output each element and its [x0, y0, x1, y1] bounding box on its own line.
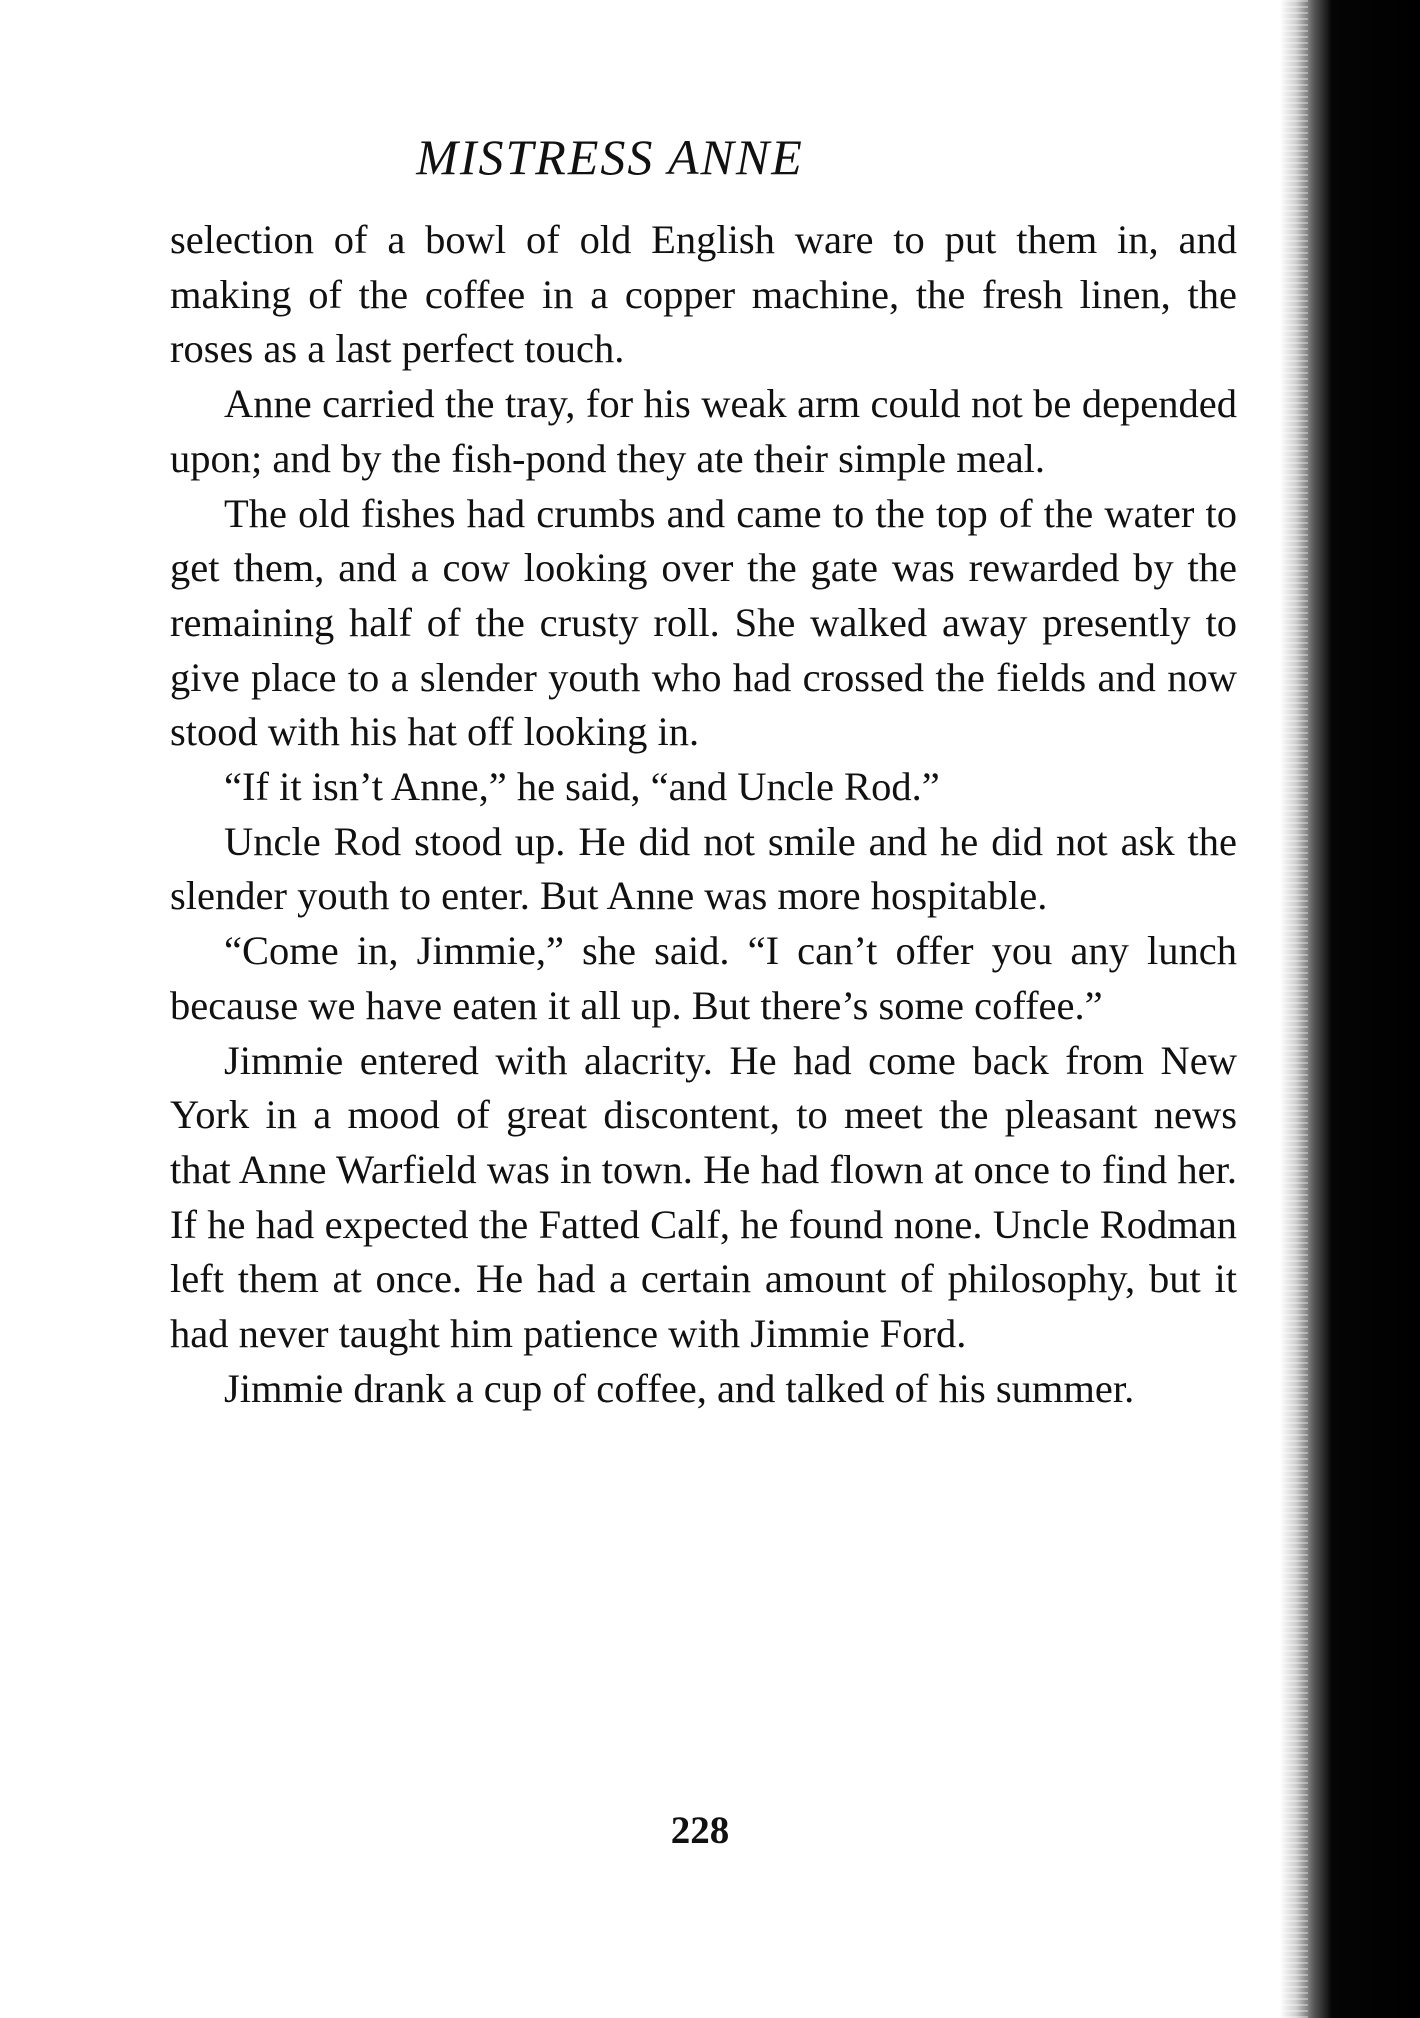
paragraph: Jimmie drank a cup of coffee, and talked of his summer.: [224, 1365, 1135, 1411]
paragraph-continued: selection of a bowl of old English ware to put them in, and making of the coffee in a copper machine, the fresh linen, the roses as a last perfect touch.: [170, 217, 1237, 372]
paragraph: “Come in, Jimmie,” she said. “I can’t offer you any lunch because we have eaten it all up. But there’s some coffee.”: [170, 928, 1237, 1028]
page-number: 228: [670, 1809, 730, 1852]
paragraph: “If it isn’t Anne,” he said, “and Uncle Rod.”: [224, 764, 940, 810]
paragraph: Uncle Rod stood up. He did not smile and he did not ask the slender youth to enter. But Anne was more hospitable.: [170, 818, 1237, 919]
paragraph: Jimmie entered with alacrity. He had come back from New York in a mood of great discontent, to meet the pleasant news that Anne Warfield was in town. He had flown at once to find her. If he had expected the Fatted Calf, he found none. Uncle Rodman left them at once. He had a certain amount of philosophy, but it had never taught him patience with Jimmie Ford.: [170, 1037, 1237, 1357]
paragraph: The old fishes had crumbs and came to the top of the water to get them, and a cow looking over the gate was rewarded by the remaining half of the crusty roll. She walked away presently to give place to a slender youth who had crossed the fields and now stood with his hat off looking in.: [170, 490, 1237, 755]
paragraph: Anne carried the tray, for his weak arm could not be depended upon; and by the fish-pond they ate their simple meal.: [170, 381, 1237, 481]
binding-gutter-texture: [1278, 0, 1308, 2018]
running-header: MISTRESS ANNE: [416, 129, 804, 185]
body-text: [170, 213, 1237, 1416]
